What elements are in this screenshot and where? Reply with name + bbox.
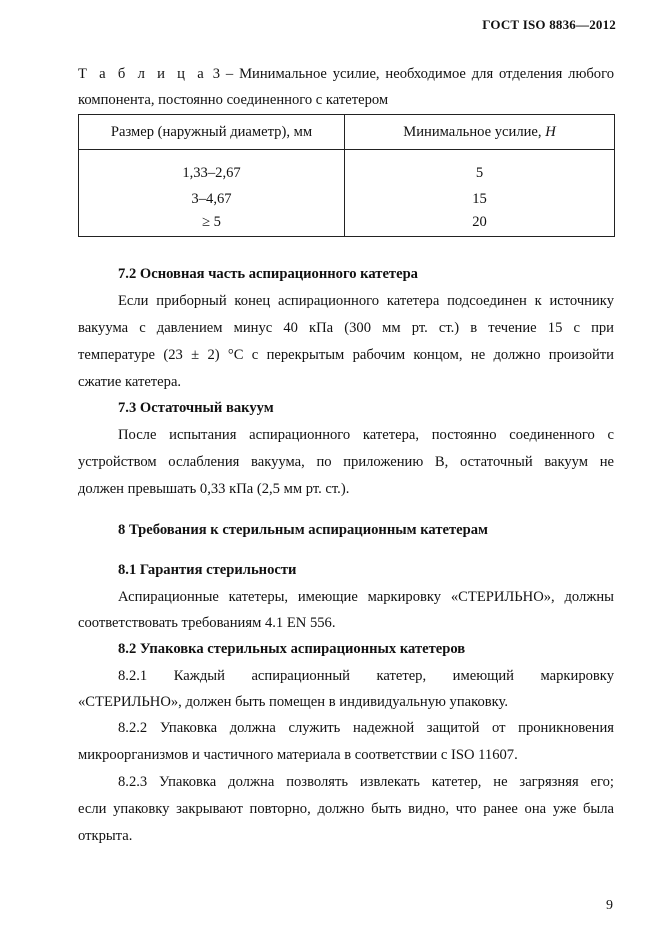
table-caption-text: 3 – Минимальное усилие, необходимое для отделения любого <box>212 66 614 82</box>
paragraph-line: 8.2.3 Упаковка должна позволять извлекать катетер, не загрязняя его; <box>118 774 614 790</box>
paragraph-line: Аспирационные катетеры, имеющие маркировку «СТЕРИЛЬНО», должны <box>118 589 614 605</box>
table-header-row <box>79 115 615 150</box>
table-caption-line1 <box>78 64 614 84</box>
paragraph-line: должен превышать 0,33 кПа (2,5 мм рт. ст.). <box>78 481 350 497</box>
section-heading-7-2: 7.2 Основная часть аспирационного катетера <box>118 266 418 282</box>
cell-force: 5 <box>475 165 484 181</box>
document-code: ГОСТ ISO 8836—2012 <box>482 17 616 32</box>
cell-force: 20 <box>472 213 487 230</box>
paragraph-line: микроорганизмов и частичного материала в соответствии с ISO 11607. <box>78 747 518 763</box>
section-heading-7-3: 7.3 Остаточный вакуум <box>118 400 274 416</box>
force-table <box>78 114 615 237</box>
cell-size: 3–4,67 <box>79 182 345 208</box>
cell-size: ≥ 5 <box>79 208 345 237</box>
cell-force: 15 <box>472 191 487 207</box>
table-row <box>79 182 615 208</box>
paragraph-line: 8.2.2 Упаковка должна служить надежной защитой от проникновения <box>118 720 614 736</box>
column-header-force-label: Минимальное усилие, <box>403 123 546 140</box>
column-header-size: Размер (наружный диаметр), мм <box>79 115 345 150</box>
page-number: 9 <box>606 898 613 913</box>
paragraph-line: устройством ослабления вакуума, по приложению В, остаточный вакуум не <box>78 454 614 470</box>
paragraph-line: сжатие катетера. <box>78 374 182 390</box>
table-row <box>79 150 615 183</box>
table-row <box>79 208 615 237</box>
paragraph-line: если упаковку закрывают повторно, должно быть видно, что ранее она уже была <box>78 801 614 817</box>
force-unit: Н <box>545 123 556 140</box>
table-caption-line2: компонента, постоянно соединенного с катетером <box>78 92 389 108</box>
paragraph-line: открыта. <box>78 828 133 844</box>
paragraph-line: «СТЕРИЛЬНО», должен быть помещен в индивидуальную упаковку. <box>78 694 509 710</box>
section-heading-8-1: 8.1 Гарантия стерильности <box>118 562 297 578</box>
paragraph-line: соответствовать требованиям 4.1 EN 556. <box>78 615 336 631</box>
paragraph-line: Если приборный конец аспирационного катетера подсоединен к источнику <box>118 293 614 309</box>
column-header-force <box>345 115 615 150</box>
table-caption-label: Т а б л и ц а <box>78 66 207 82</box>
cell-size: 1,33–2,67 <box>79 150 345 183</box>
paragraph-line: 8.2.1 Каждый аспирационный катетер, имеющий маркировку <box>118 668 614 684</box>
paragraph-line: После испытания аспирационного катетера, постоянно соединенного с <box>118 427 614 443</box>
section-heading-8: 8 Требования к стерильным аспирационным катетерам <box>118 522 488 538</box>
section-heading-8-2: 8.2 Упаковка стерильных аспирационных катетеров <box>118 641 466 657</box>
paragraph-line: вакуума с давлением минус 40 кПа (300 мм рт. ст.) в течение 15 с при <box>78 320 614 336</box>
paragraph-line: температуре (23 ± 2) °С с перекрытым рабочим концом, не должно произойти <box>78 347 614 363</box>
